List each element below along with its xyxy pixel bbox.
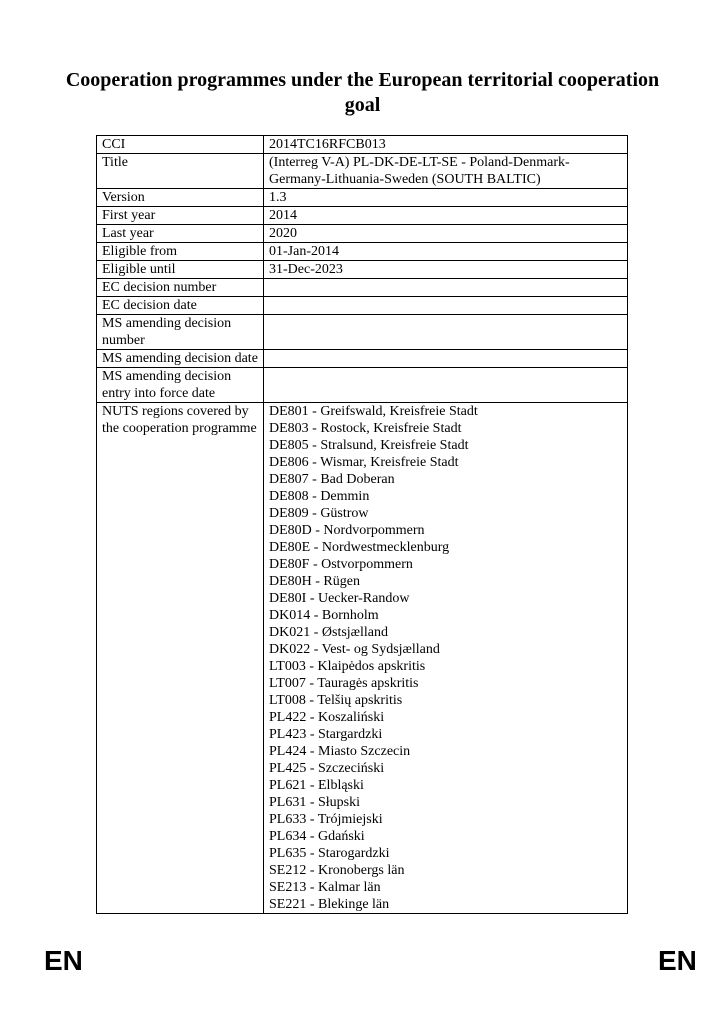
- list-item: DE80D - Nordvorpommern: [269, 523, 425, 538]
- list-item: DE80H - Rügen: [269, 574, 360, 589]
- list-item: PL635 - Starogardzki: [269, 846, 390, 861]
- field-value: 2014TC16RFCB013: [264, 136, 628, 154]
- list-item: DE80E - Nordwestmecklenburg: [269, 540, 450, 555]
- list-item: PL633 - Trójmiejski: [269, 812, 383, 827]
- list-item: DE805 - Stralsund, Kreisfreie Stadt: [269, 438, 469, 453]
- field-label: EC decision date: [97, 297, 264, 315]
- list-item: SE212 - Kronobergs län: [269, 863, 405, 878]
- programme-info-table: [96, 135, 628, 914]
- field-label: EC decision number: [97, 279, 264, 297]
- field-label: Version: [97, 189, 264, 207]
- list-item: DE801 - Greifswald, Kreisfreie Stadt: [269, 404, 478, 419]
- field-value: [264, 368, 628, 403]
- list-item: DE809 - Güstrow: [269, 506, 369, 521]
- table-row: [97, 368, 628, 403]
- list-item: SE221 - Blekinge län: [269, 897, 390, 912]
- field-value: 01-Jan-2014: [264, 243, 628, 261]
- language-code-left: EN: [44, 945, 83, 976]
- field-label: Title: [97, 154, 264, 189]
- table-row: [97, 403, 628, 914]
- table-row: [97, 154, 628, 189]
- field-value: 2014: [264, 207, 628, 225]
- list-item: DE806 - Wismar, Kreisfreie Stadt: [269, 455, 459, 470]
- field-label: NUTS regions covered by the cooperation programme: [97, 403, 264, 914]
- list-item: DE807 - Bad Doberan: [269, 472, 395, 487]
- table-row: [97, 261, 628, 279]
- list-item: PL424 - Miasto Szczecin: [269, 744, 411, 759]
- language-code-right: EN: [658, 945, 697, 976]
- table-row: [97, 189, 628, 207]
- field-value: [264, 297, 628, 315]
- list-item: SE213 - Kalmar län: [269, 880, 381, 895]
- table-row: [97, 279, 628, 297]
- list-item: DK014 - Bornholm: [269, 608, 379, 623]
- page-title: Cooperation programmes under the European territorial cooperation goal: [65, 69, 660, 116]
- list-item: PL634 - Gdański: [269, 829, 365, 844]
- field-label: MS amending decision entry into force date: [97, 368, 264, 403]
- list-item: DE808 - Demmin: [269, 489, 370, 504]
- list-item: DE80F - Ostvorpommern: [269, 557, 413, 572]
- list-item: PL621 - Elbląski: [269, 778, 364, 793]
- table-row: [97, 225, 628, 243]
- list-item: LT003 - Klaipėdos apskritis: [269, 659, 426, 674]
- list-item: PL422 - Koszaliński: [269, 710, 385, 725]
- field-label: Eligible from: [97, 243, 264, 261]
- field-value: 2020: [264, 225, 628, 243]
- list-item: PL425 - Szczeciński: [269, 761, 385, 776]
- field-label: Last year: [97, 225, 264, 243]
- field-label: CCI: [97, 136, 264, 154]
- list-item: DE803 - Rostock, Kreisfreie Stadt: [269, 421, 462, 436]
- field-label: Eligible until: [97, 261, 264, 279]
- field-value: [264, 350, 628, 368]
- list-item: DK021 - Østsjælland: [269, 625, 388, 640]
- list-item: PL423 - Stargardzki: [269, 727, 383, 742]
- field-label: First year: [97, 207, 264, 225]
- table-row: [97, 207, 628, 225]
- field-value: (Interreg V-A) PL-DK-DE-LT-SE - Poland-Denmark-Germany-Lithuania-Sweden (SOUTH BALTIC): [264, 154, 628, 189]
- field-label: MS amending decision number: [97, 315, 264, 350]
- list-item: LT008 - Telšių apskritis: [269, 693, 403, 708]
- list-item: PL631 - Słupski: [269, 795, 361, 810]
- table-row: [97, 136, 628, 154]
- field-label: MS amending decision date: [97, 350, 264, 368]
- table-row: [97, 350, 628, 368]
- field-value: [264, 279, 628, 297]
- nuts-regions-list: [264, 403, 628, 914]
- table-row: [97, 297, 628, 315]
- list-item: DE80I - Uecker-Randow: [269, 591, 410, 606]
- table-row: [97, 243, 628, 261]
- table-row: [97, 315, 628, 350]
- field-value: [264, 315, 628, 350]
- list-item: DK022 - Vest- og Sydsjælland: [269, 642, 440, 657]
- list-item: LT007 - Tauragės apskritis: [269, 676, 419, 691]
- field-value: 1.3: [264, 189, 628, 207]
- field-value: 31-Dec-2023: [264, 261, 628, 279]
